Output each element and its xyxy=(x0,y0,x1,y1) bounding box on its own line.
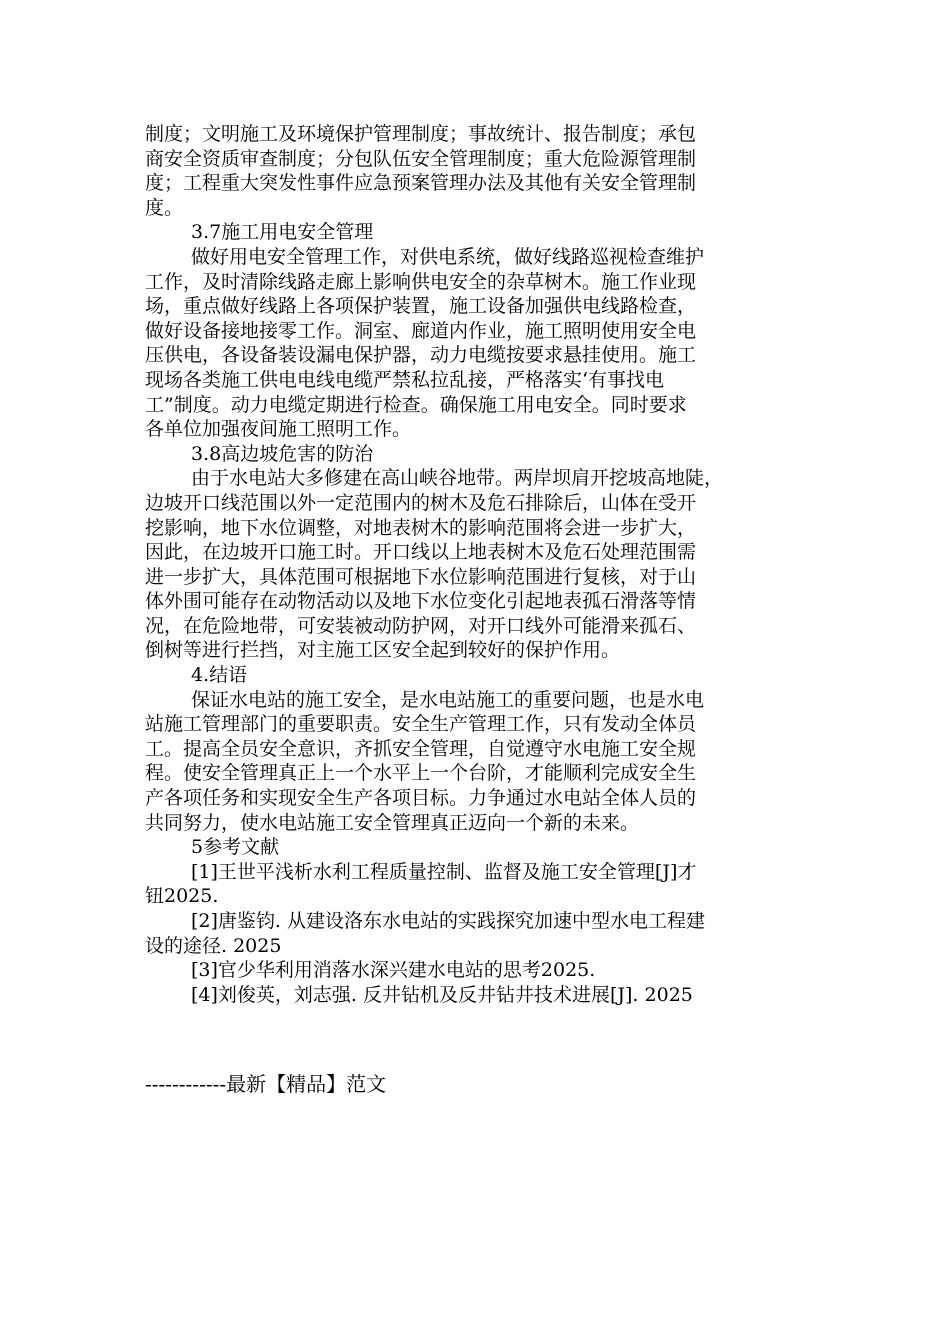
text-line: 做好用电安全管理工作，对供电系统，做好线路巡视检查维护 xyxy=(191,245,705,268)
text-line: 压供电，各设备装设漏电保护器，动力电缆按要求悬挂使用。施工 xyxy=(145,344,697,367)
text-line: 体外围可能存在动物活动以及地下水位变化引起地表孤石滑落等情 xyxy=(145,590,697,613)
text-line: 挖影响，地下水位调整，对地表树木的影响范围将会进一步扩大， xyxy=(145,516,697,539)
text-line: 工”制度。动力电缆定期进行检查。确保施工用电安全。同时要求 xyxy=(145,393,687,416)
text-line: 保证水电站的施工安全，是水电站施工的重要问题，也是水电 xyxy=(191,688,705,711)
text-line: 钮2025. xyxy=(145,885,219,908)
text-line: 场，重点做好线路上各项保护装置，施工设备加强供电线路检查， xyxy=(145,295,697,318)
text-line: 站施工管理部门的重要职责。安全生产管理工作，只有发动全体员 xyxy=(145,713,697,736)
text-line: 进一步扩大，具体范围可根据地下水位影响范围进行复核，对于山 xyxy=(145,565,697,588)
text-line: 因此，在边坡开口施工时。开口线以上地表树木及危石处理范围需 xyxy=(145,541,697,564)
text-line: 3.8高边坡危害的防治 xyxy=(191,442,374,465)
text-line: 工作，及时清除线路走廊上影响供电安全的杂草树木。施工作业现 xyxy=(145,270,697,293)
text-line: [3]官少华利用消落水深兴建水电站的思考2025. xyxy=(191,959,596,982)
text-line: 做好设备接地接零工作。洞室、廊道内作业，施工照明使用安全电 xyxy=(145,319,697,342)
text-line: [2]唐鉴钧. 从建设洛东水电站的实践探究加速中型水电工程建 xyxy=(191,910,705,932)
footer-text: ------------最新【精品】范文 xyxy=(145,1072,387,1096)
text-line: [4]刘俊英，刘志强. 反井钻机及反井钻井技术进展[J]. 2025 xyxy=(191,983,693,1006)
text-line: 况，在危险地带，可安装被动防护网，对开口线外可能滑来孤石、 xyxy=(145,614,697,637)
text-line: 工。提高全员安全意识，齐抓安全管理，自觉遵守水电施工安全规 xyxy=(145,737,697,760)
text-line: 共同努力，使水电站施工安全管理真正迈向一个新的未来。 xyxy=(145,811,640,834)
text-line: 由于水电站大多修建在高山峡谷地带。两岸坝肩开挖坡高地陡， xyxy=(191,467,724,490)
text-line: 产各项任务和实现安全生产各项目标。力争通过水电站全体人员的 xyxy=(145,787,697,810)
text-line: 设的途径. 2025 xyxy=(145,934,282,957)
text-line: 3.7施工用电安全管理 xyxy=(191,221,374,244)
text-line: 程。使安全管理真正上一个水平上一个台阶，才能顺利完成安全生 xyxy=(145,762,697,785)
text-line: 制度；文明施工及环境保护管理制度；事故统计、报告制度；承包 xyxy=(145,123,697,145)
text-line: 4.结语 xyxy=(191,664,248,687)
text-line: 度；工程重大突发性事件应急预案管理办法及其他有关安全管理制 xyxy=(145,172,697,195)
text-line: 度。 xyxy=(145,196,184,219)
text-line: 现场各类施工供电电线电缆严禁私拉乱接，严格落实‘有事找电 xyxy=(145,368,665,391)
text-line: 各单位加强夜间施工照明工作。 xyxy=(145,418,412,441)
text-line: 5参考文献 xyxy=(191,836,280,859)
text-line: 边坡开口线范围以外一定范围内的树木及危石排除后，山体在受开 xyxy=(145,491,697,514)
text-line: [1]王世平浅析水利工程质量控制、监督及施工安全管理[J]才 xyxy=(191,860,697,883)
text-line: 倒树等进行拦挡，对主施工区安全起到较好的保护作用。 xyxy=(145,639,621,662)
document-body xyxy=(145,122,805,1007)
text-line: 商安全资质审查制度；分包队伍安全管理制度；重大危险源管理制 xyxy=(145,147,697,170)
